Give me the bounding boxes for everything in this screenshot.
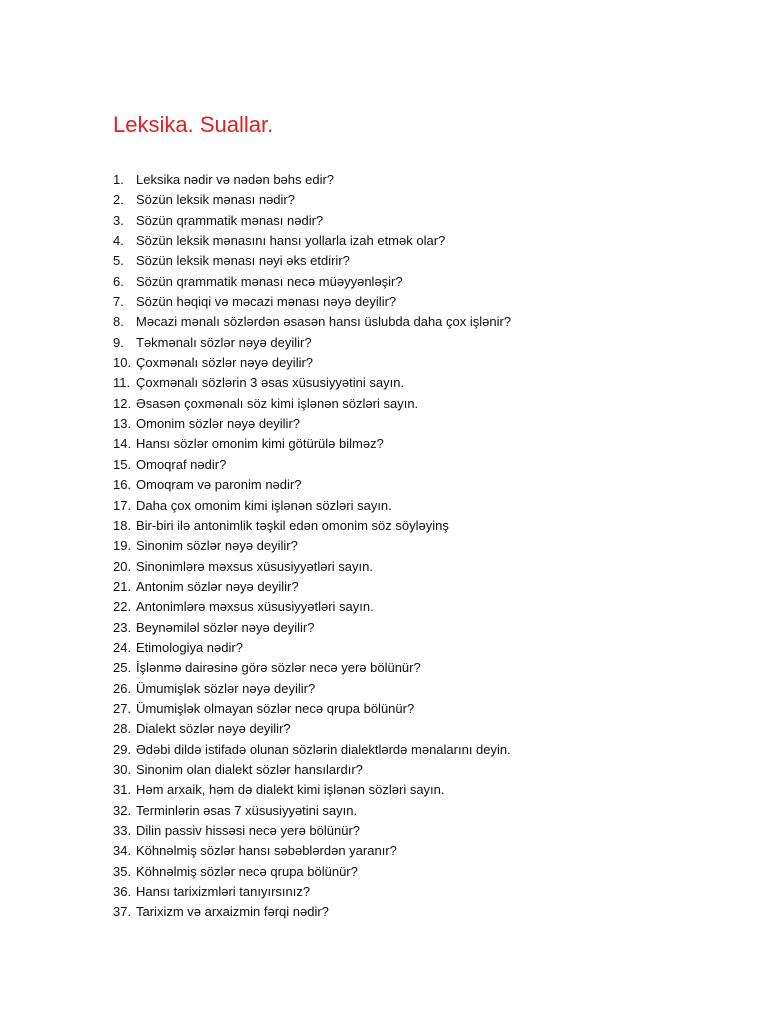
list-item: [113, 862, 673, 882]
question-text: Etimologiya nədir?: [136, 639, 243, 655]
question-text: Antonimlərə məxsus xüsusiyyətləri sayın.: [136, 599, 374, 615]
question-text: Əsasən çoxmənalı söz kimi işlənən sözləri sayın.: [136, 395, 419, 411]
question-text: Təkmənalı sözlər nəyə deyilir?: [136, 334, 312, 350]
question-text: Məcazi mənalı sözlərdən əsasən hansı üslubda daha çox işlənir?: [136, 314, 512, 330]
question-number: 35.: [113, 863, 132, 879]
list-item: [113, 882, 673, 902]
question-number: 27.: [113, 700, 132, 716]
list-item: [113, 190, 673, 210]
question-text: Çoxmənalı sözlər nəyə deyilir?: [136, 355, 314, 371]
question-text: Sinonim olan dialekt sözlər hansılardır?: [136, 761, 363, 777]
question-text: Sinonimlərə məxsus xüsusiyyətləri sayın.: [136, 558, 373, 574]
question-text: Sinonim sözlər nəyə deyilir?: [136, 538, 298, 554]
question-text: Həm arxaik, həm də dialekt kimi işlənən sözləri sayın.: [136, 782, 445, 798]
question-text: Omonim sözlər nəyə deyilir?: [136, 416, 301, 432]
list-item: [113, 272, 673, 292]
list-item: [113, 577, 673, 597]
question-number: 26.: [113, 680, 132, 696]
list-item: [113, 251, 673, 271]
question-number: 20.: [113, 558, 132, 574]
list-item: [113, 496, 673, 516]
question-number: 33.: [113, 823, 132, 838]
question-text: Leksika nədir və nədən bəhs edir?: [136, 172, 335, 187]
question-number: 29.: [113, 741, 132, 757]
list-item: [113, 902, 673, 922]
list-item: [113, 394, 673, 414]
question-number: 23.: [113, 619, 132, 635]
list-item: [113, 434, 673, 454]
question-text: Terminlərin əsas 7 xüsusiyyətini sayın.: [136, 802, 358, 818]
question-number: 17.: [113, 497, 132, 513]
list-item: [113, 312, 673, 332]
question-number: 19.: [113, 538, 132, 554]
list-item: [113, 292, 673, 312]
question-list: [113, 170, 673, 923]
list-item: [113, 699, 673, 719]
list-item: [113, 760, 673, 780]
list-item: [113, 536, 673, 556]
question-number: 1.: [113, 172, 124, 187]
question-number: 22.: [113, 599, 132, 615]
question-text: Dialekt sözlər nəyə deyilir?: [136, 721, 291, 737]
list-item: [113, 638, 673, 658]
question-text: Sözün leksik mənasını hansı yollarla izah etmək olar?: [136, 233, 446, 249]
question-number: 12.: [113, 395, 132, 411]
list-item: [113, 679, 673, 699]
question-number: 18.: [113, 517, 132, 533]
question-text: Ümumişlək olmayan sözlər necə qrupa bölünür?: [136, 700, 415, 716]
question-number: 31.: [113, 782, 132, 798]
list-item: [113, 821, 673, 841]
question-text: Omoqraf nədir?: [136, 456, 227, 472]
list-item: [113, 597, 673, 617]
question-text: Sözün qrammatik mənası necə müəyyənləşir?: [136, 273, 403, 289]
list-item: [113, 373, 673, 393]
question-text: Hansı tarixizmləri tanıyırsınız?: [136, 884, 311, 900]
question-text: Daha çox omonim kimi işlənən sözləri sayın.: [136, 497, 392, 513]
question-text: Beynəmiləl sözlər nəyə deyilir?: [136, 619, 315, 635]
question-number: 34.: [113, 843, 132, 859]
question-number: 28.: [113, 721, 132, 737]
question-text: Sözün leksik mənası nəyi əks etdirir?: [136, 253, 350, 269]
list-item: [113, 618, 673, 638]
question-text: Ədəbi dildə istifadə olunan sözlərin dialektlərdə mənalarını deyin.: [136, 741, 511, 757]
question-number: 11.: [113, 375, 131, 391]
question-number: 5.: [113, 253, 124, 269]
question-number: 24.: [113, 639, 132, 655]
question-number: 36.: [113, 884, 132, 900]
list-item: [113, 475, 673, 495]
question-number: 9.: [113, 334, 124, 350]
question-number: 2.: [113, 192, 124, 208]
list-item: [113, 658, 673, 678]
question-number: 13.: [113, 416, 132, 432]
list-item: [113, 211, 673, 231]
page-title: Leksika. Suallar.: [113, 112, 274, 137]
question-text: Antonim sözlər nəyə deyilir?: [136, 578, 299, 594]
list-item: [113, 719, 673, 739]
list-item: [113, 170, 673, 190]
question-text: Omoqram və paronim nədir?: [136, 477, 302, 493]
list-item: [113, 414, 673, 434]
question-number: 4.: [113, 233, 124, 249]
list-item: [113, 516, 673, 536]
question-text: Bir-biri ilə antonimlik təşkil edən omonim söz söyləyinş: [136, 517, 449, 533]
question-text: İşlənmə dairəsinə görə sözlər necə yerə bölünür?: [136, 660, 421, 676]
question-number: 14.: [113, 436, 132, 452]
question-number: 30.: [113, 761, 132, 777]
list-item: [113, 333, 673, 353]
question-text: Tarixizm və arxaizmin fərqi nədir?: [136, 904, 329, 920]
question-number: 32.: [113, 802, 132, 818]
question-text: Sözün həqiqi və məcazi mənası nəyə deyilir?: [136, 294, 397, 310]
question-number: 6.: [113, 273, 124, 289]
question-number: 3.: [113, 212, 124, 228]
question-number: 25.: [113, 660, 132, 676]
question-number: 21.: [113, 578, 132, 594]
list-item: [113, 740, 673, 760]
question-number: 37.: [113, 904, 132, 920]
list-item: [113, 780, 673, 800]
question-number: 10.: [113, 355, 132, 371]
question-text: Sözün qrammatik mənası nədir?: [136, 212, 324, 228]
question-text: Dilin passiv hissəsi necə yerə bölünür?: [136, 823, 361, 838]
question-text: Sözün leksik mənası nədir?: [136, 192, 295, 208]
list-item: [113, 557, 673, 577]
question-text: Çoxmənalı sözlərin 3 əsas xüsusiyyətini sayın.: [136, 375, 405, 391]
list-item: [113, 455, 673, 475]
list-item: [113, 353, 673, 373]
list-item: [113, 841, 673, 861]
question-number: 15.: [113, 456, 132, 472]
question-number: 16.: [113, 477, 132, 493]
question-text: Köhnəlmiş sözlər necə qrupa bölünür?: [136, 863, 358, 879]
question-number: 7.: [113, 294, 124, 310]
question-text: Ümumişlək sözlər nəyə deyilir?: [136, 680, 316, 696]
list-item: [113, 801, 673, 821]
question-number: 8.: [113, 314, 124, 330]
list-item: [113, 231, 673, 251]
question-text: Hansı sözlər omonim kimi götürülə bilməz?: [136, 436, 384, 452]
question-text: Köhnəlmiş sözlər hansı səbəblərdən yaranır?: [136, 843, 397, 859]
